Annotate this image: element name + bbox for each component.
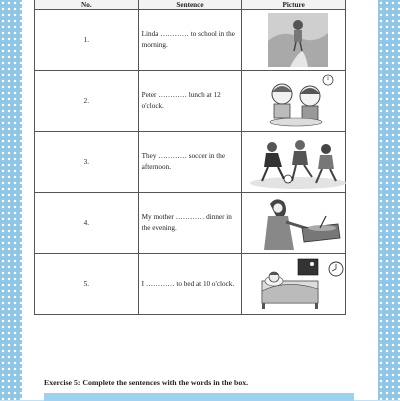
header-picture: Picture	[242, 0, 346, 10]
row-picture	[242, 193, 346, 254]
row-picture	[242, 71, 346, 132]
row-number: 3.	[35, 132, 139, 193]
row-number: 2.	[35, 71, 139, 132]
table-row	[35, 132, 346, 193]
table-header-row	[35, 0, 346, 10]
row-picture	[242, 132, 346, 193]
boy-sleeping-in-bed-icon	[242, 255, 354, 313]
children-eating-lunch-icon	[242, 72, 354, 130]
decorative-border-left	[0, 0, 22, 400]
row-sentence: My mother ………… dinner in the evening.	[138, 193, 242, 254]
header-sentence: Sentence	[138, 0, 242, 10]
row-number: 4.	[35, 193, 139, 254]
table-row	[35, 254, 346, 315]
row-sentence: They ………… soccer in the afternoon.	[138, 132, 242, 193]
table-row	[35, 193, 346, 254]
header-no: No.	[35, 0, 139, 10]
row-sentence: I ………… to bed at 10 o'clock.	[138, 254, 242, 315]
mother-cooking-icon	[242, 194, 354, 252]
decorative-border-right	[378, 0, 400, 400]
row-number: 5.	[35, 254, 139, 315]
table-row	[35, 10, 346, 71]
row-sentence: Peter ………… lunch at 12 o'clock.	[138, 71, 242, 132]
girl-walking-to-school-icon	[242, 11, 354, 69]
row-sentence: Linda ………… to school in the morning.	[138, 10, 242, 71]
row-number: 1.	[35, 10, 139, 71]
row-picture	[242, 254, 346, 315]
exercise-5-title: Exercise 5: Complete the sentences with the words in the box.	[44, 378, 249, 387]
exercise-table	[34, 0, 346, 315]
boys-playing-soccer-icon	[242, 133, 354, 191]
table-row	[35, 71, 346, 132]
row-picture	[242, 10, 346, 71]
